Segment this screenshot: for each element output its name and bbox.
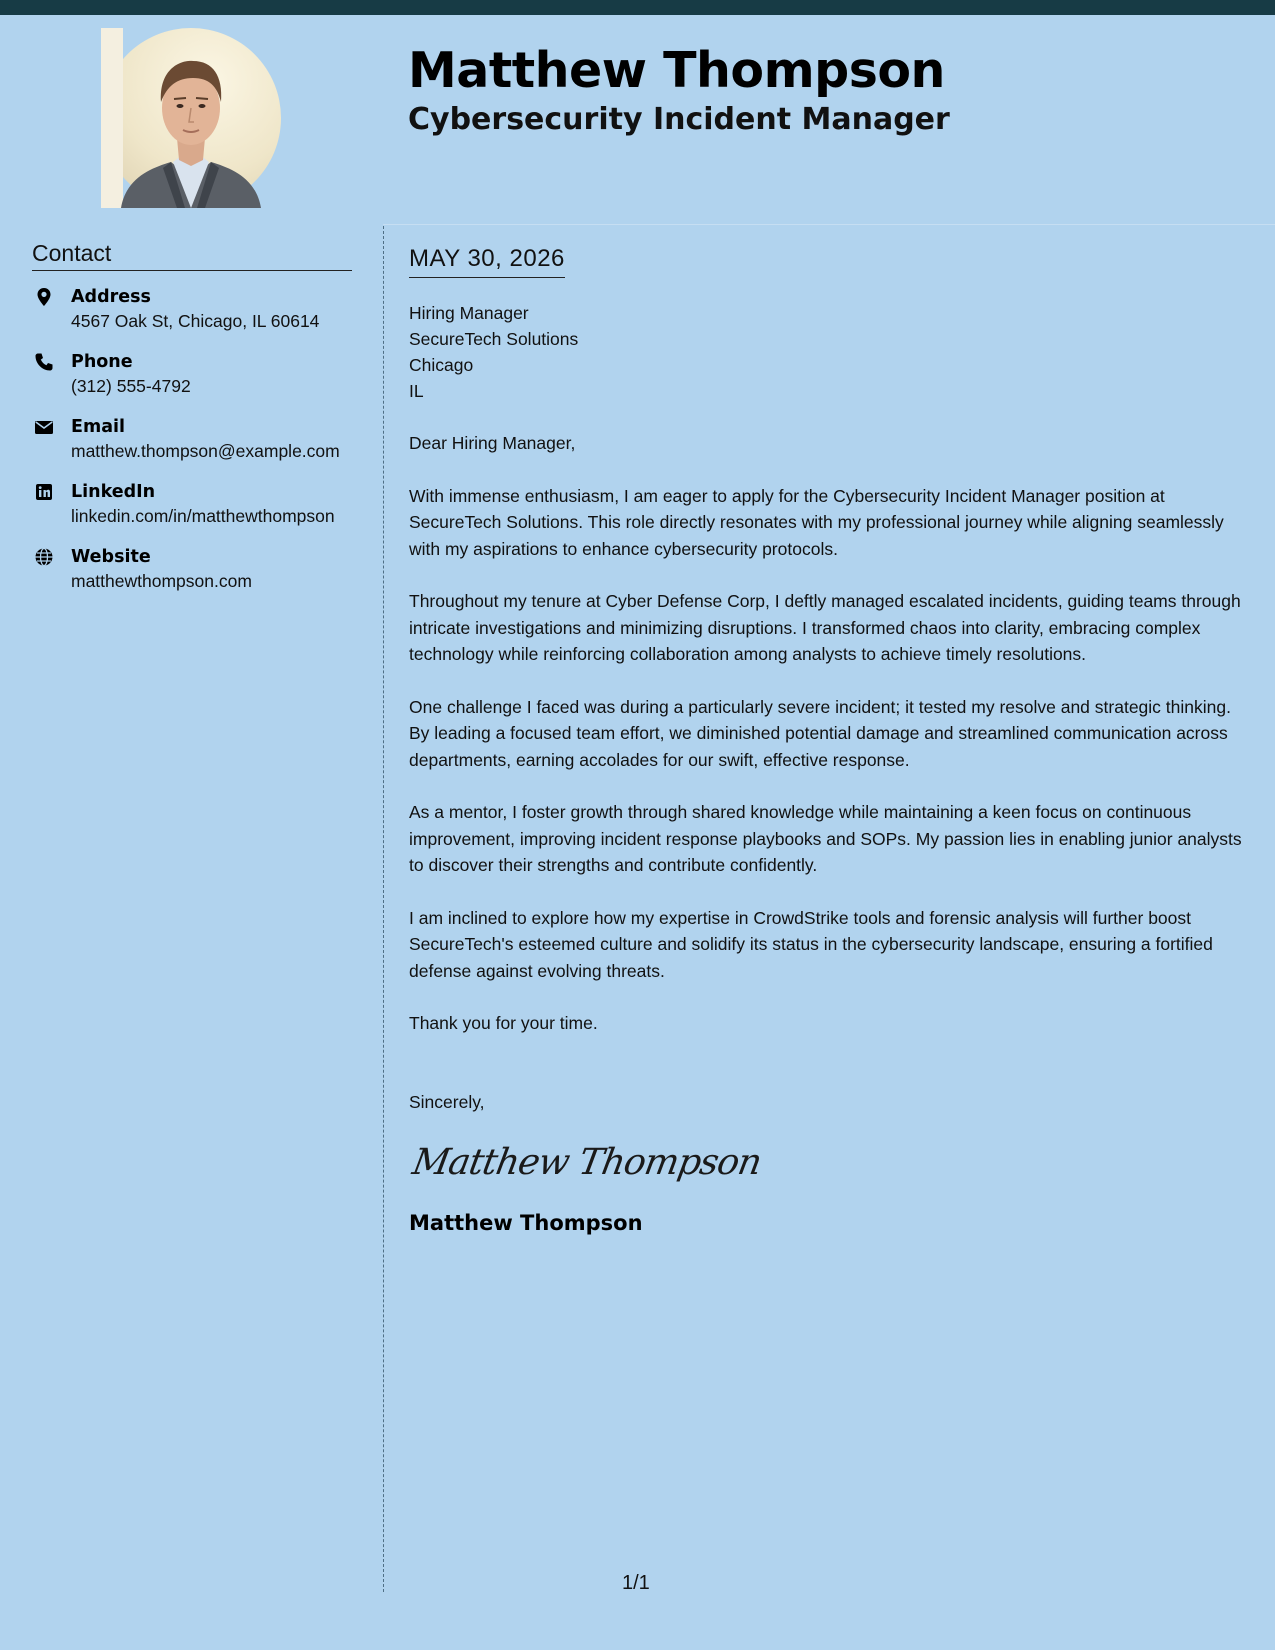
contact-label: LinkedIn [71, 482, 156, 502]
closing: Sincerely, [409, 1091, 485, 1112]
contact-value: 4567 Oak St, Chicago, IL 60614 [71, 311, 320, 331]
contact-linkedin [32, 480, 352, 529]
contact-heading: Contact [32, 240, 352, 271]
recipient-line: IL [409, 381, 424, 401]
letter-date: MAY 30, 2026 [409, 245, 565, 278]
body-paragraph: With immense enthusiasm, I am eager to apply for the Cybersecurity Incident Manager position at SecureTech Solutions. This role directly resonates with my professional journey while aligning seamlessly with my aspirations to enhance cybersecurity protocols. [409, 485, 1224, 559]
contact-phone [32, 350, 352, 399]
linkedin-icon [34, 482, 54, 502]
profile-photo [101, 28, 281, 208]
body-paragraph: I am inclined to explore how my expertise in CrowdStrike tools and forensic analysis will further boost SecureTech's esteemed culture and solidify its status in the cybersecurity landscape, ensuring a fortified defense against evolving threats. [409, 907, 1213, 981]
contact-sidebar [32, 240, 352, 610]
contact-value: (312) 555-4792 [71, 376, 191, 396]
recipient-line: Hiring Manager [409, 303, 529, 323]
recipient-block [409, 300, 1247, 404]
envelope-icon [34, 417, 54, 437]
recipient-line: SecureTech Solutions [409, 329, 579, 349]
contact-label: Phone [71, 352, 133, 372]
recipient-line: Chicago [409, 355, 474, 375]
contact-value[interactable]: matthewthompson.com [71, 571, 252, 591]
contact-label: Address [71, 287, 151, 307]
phone-icon [34, 352, 54, 372]
contact-label: Website [71, 547, 151, 567]
letter-body [409, 240, 1247, 1235]
contact-email [32, 415, 352, 464]
signed-name: Matthew Thompson [409, 1211, 643, 1235]
globe-icon [34, 547, 54, 567]
top-bar [0, 0, 1275, 15]
signature: Matthew Thompson [409, 1142, 765, 1183]
applicant-name: Matthew Thompson [408, 42, 945, 99]
contact-value[interactable]: linkedin.com/in/matthewthompson [71, 506, 335, 526]
contact-label: Email [71, 417, 125, 437]
contact-address [32, 285, 352, 334]
applicant-title: Cybersecurity Incident Manager [408, 102, 950, 137]
page-number: 1/1 [622, 1572, 650, 1594]
header-divider [383, 224, 1275, 225]
body-paragraph: As a mentor, I foster growth through shared knowledge while maintaining a keen focus on continuous improvement, improving incident response playbooks and SOPs. My passion lies in enabling junior analysts to discover their strengths and contribute confidently. [409, 802, 1242, 875]
salutation: Dear Hiring Manager, [409, 433, 576, 453]
contact-website [32, 545, 352, 594]
body-paragraph: Throughout my tenure at Cyber Defense Corp, I deftly managed escalated incidents, guiding teams through intricate investigations and minimizing disruptions. I transformed chaos into clarity, embracing complex technology while reinforcing collaboration among analysts to achieve timely resolutions. [409, 591, 1241, 664]
body-paragraph: One challenge I faced was during a particularly severe incident; it tested my resolve and strategic thinking. By leading a focused team effort, we diminished potential damage and streamlined communication across departments, earning accolades for our swift, effective response. [409, 696, 1231, 770]
location-pin-icon [34, 287, 54, 307]
column-divider [383, 226, 384, 1592]
thanks-line: Thank you for your time. [409, 1013, 598, 1033]
contact-value[interactable]: matthew.thompson@example.com [71, 441, 340, 461]
